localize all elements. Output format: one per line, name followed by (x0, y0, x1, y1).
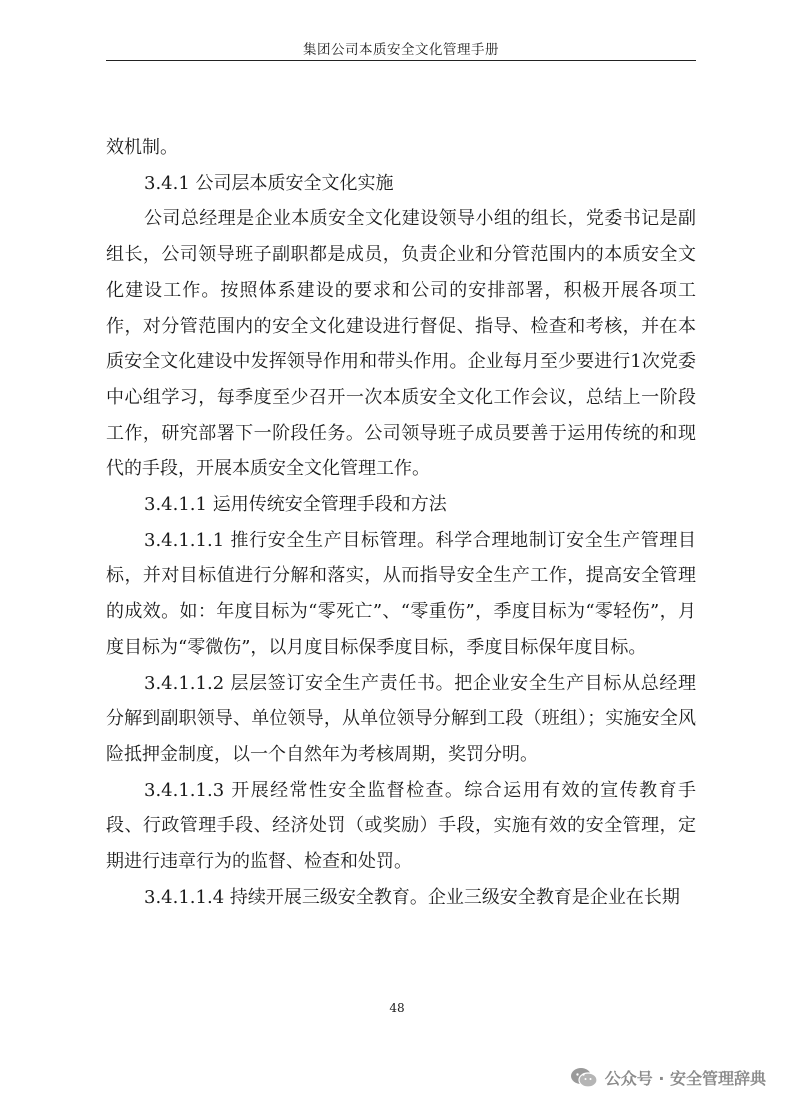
header-divider (106, 60, 696, 61)
paragraph: 3.4.1.1.1 推行安全生产目标管理。科学合理地制订安全生产管理目标，并对目标值进行分解和落实，从而指导安全生产工作，提高安全管理的成效。如：年度目标为“零死亡”、“零重伤”，季度目标为“零轻伤”，月度目标为“零微伤”，以月度目标保季度目标，季度目标保年度目标。 (106, 529, 696, 658)
watermark-text: 公众号 · 安全管理辞典 (604, 1069, 766, 1088)
running-header: 集团公司本质安全文化管理手册 (303, 42, 499, 58)
paragraph: 公司总经理是企业本质安全文化建设领导小组的组长，党委书记是副组长，公司领导班子副职都是成员，负责企业和分管范围内的本质安全文化建设工作。按照体系建设的要求和公司的安排部署，积极开展各项工作，对分管范围内的安全文化建设进行督促、指导、检查和考核，并在本质安全文化建设中发挥领导作用和带头作用。企业每月至少要进行1次党委中心组学习，每季度至少召开一次本质安全文化工作会议，总结上一阶段工作，研究部署下一阶段任务。公司领导班子成员要善于运用传统的和现代的手段，开展本质安全文化管理工作。 (106, 208, 696, 480)
paragraph: 3.4.1.1.2 层层签订安全生产责任书。把企业安全生产目标从总经理分解到副职领导、单位领导，从单位领导分解到工段（班组）；实施安全风险抵押金制度，以一个自然年为考核周期，奖罚分明。 (106, 672, 696, 765)
watermark (570, 1066, 766, 1089)
document-body (106, 130, 696, 915)
paragraph: 3.4.1.1.3 开展经常性安全监督检查。综合运用有效的宣传教育手段、行政管理手段、经济处罚（或奖励）手段，实施有效的安全管理，定期进行违章行为的监督、检查和处罚。 (106, 779, 696, 873)
page-number: 48 (389, 1001, 405, 1015)
subsection-heading: 3.4.1.1 运用传统安全管理手段和方法 (144, 494, 447, 516)
paragraph: 效机制。 (106, 137, 178, 158)
paragraph: 3.4.1.1.4 持续开展三级安全教育。企业三级安全教育是企业在长期 (144, 886, 680, 908)
section-heading: 3.4.1 公司层本质安全文化实施 (144, 172, 394, 194)
wechat-icon (570, 1067, 598, 1089)
